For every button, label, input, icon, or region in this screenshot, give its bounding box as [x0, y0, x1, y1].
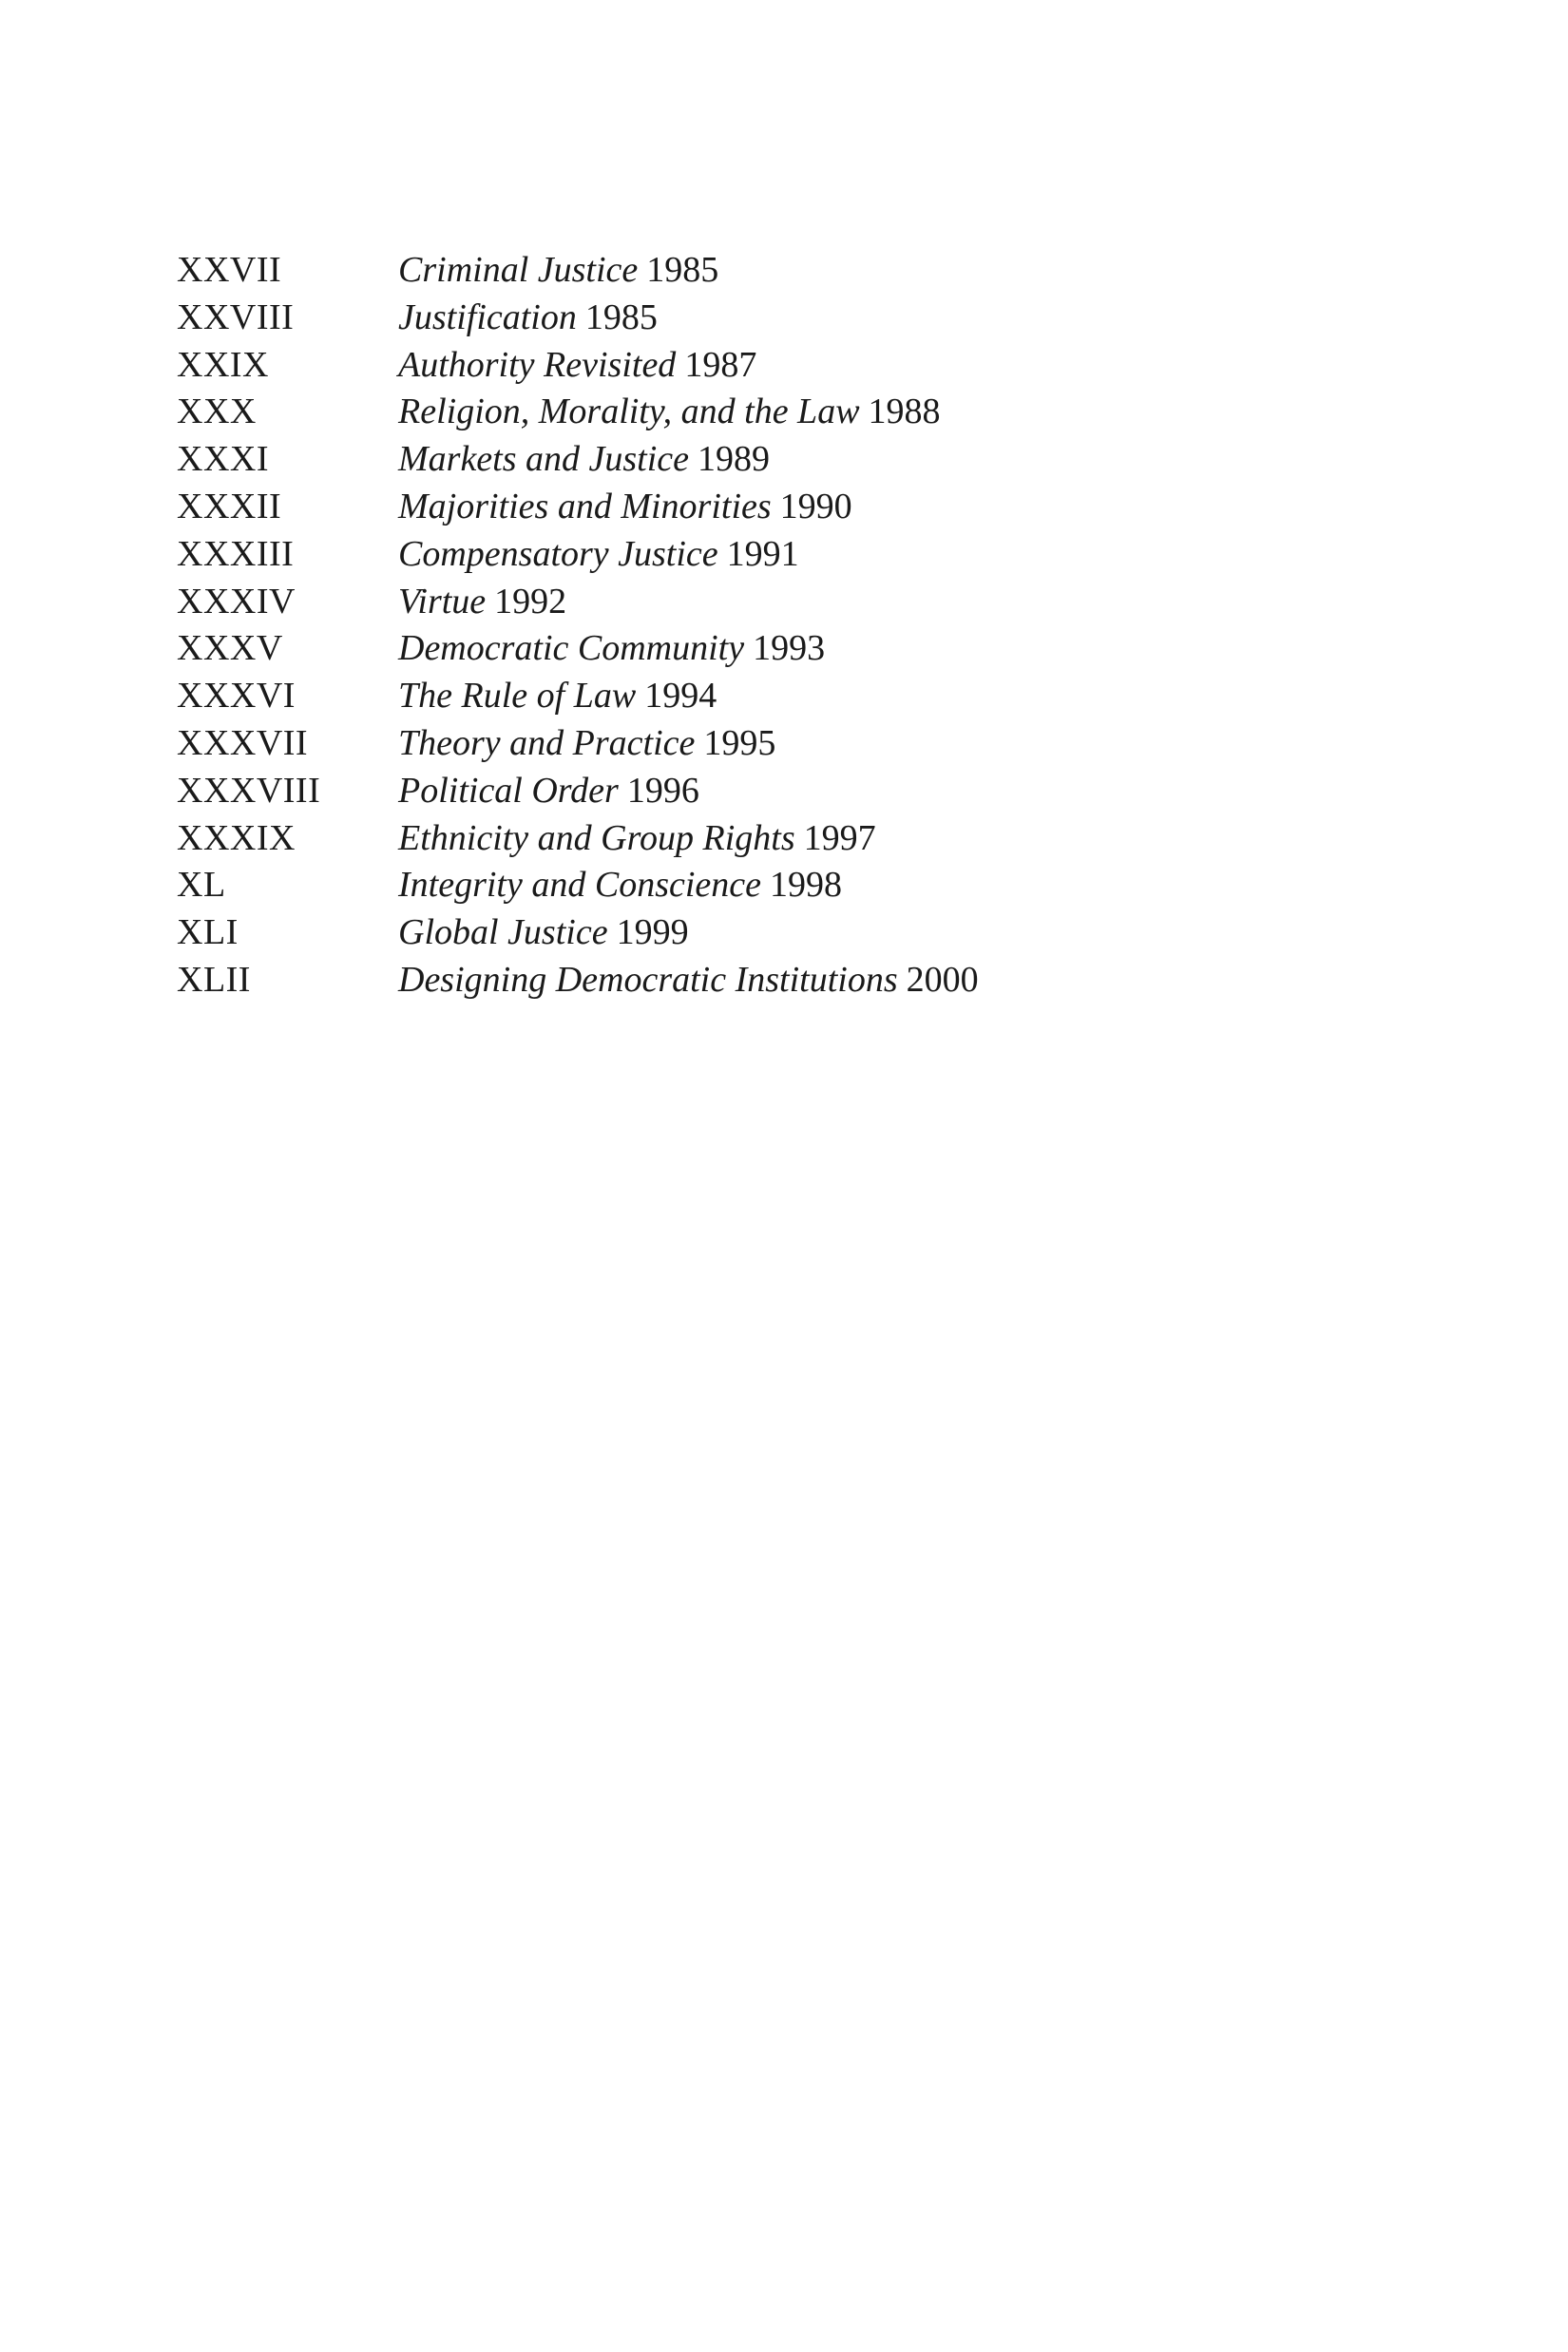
volume-number: XLII	[177, 959, 251, 1000]
volume-row	[177, 625, 979, 673]
volume-year: 1997	[803, 817, 876, 858]
volume-title: Virtue	[398, 581, 487, 621]
volume-number: XXXIX	[177, 817, 296, 858]
volume-entry	[398, 625, 825, 673]
volume-title: Integrity and Conscience	[398, 865, 762, 906]
volume-entry	[398, 436, 770, 484]
volume-year: 1995	[703, 722, 776, 763]
volume-row	[177, 436, 979, 484]
volume-row	[177, 247, 979, 295]
volume-entry	[398, 862, 842, 909]
volume-number: XLI	[177, 912, 239, 953]
volume-row	[177, 342, 979, 390]
volume-year: 1985	[646, 250, 719, 290]
volume-list	[177, 247, 979, 1004]
volume-title: Justification	[398, 296, 577, 337]
volume-title: Political Order	[398, 770, 619, 811]
volume-year: 1998	[770, 865, 843, 906]
volume-entry	[398, 342, 756, 390]
volume-entry	[398, 484, 852, 531]
volume-row	[177, 909, 979, 957]
volume-year: 1988	[868, 392, 941, 432]
volume-number: XXXVII	[177, 722, 309, 763]
volume-row	[177, 720, 979, 768]
volume-entry	[398, 247, 718, 295]
volume-number: XL	[177, 865, 226, 906]
volume-row	[177, 484, 979, 531]
volume-row	[177, 389, 979, 436]
volume-title: Authority Revisited	[398, 344, 677, 385]
volume-year: 1985	[584, 296, 658, 337]
volume-row	[177, 531, 979, 579]
volume-row	[177, 579, 979, 626]
volume-title: The Rule of Law	[398, 676, 637, 717]
volume-number: XXVIII	[177, 296, 295, 337]
volume-entry	[398, 768, 699, 815]
volume-title: Majorities and Minorities	[398, 486, 772, 526]
volume-entry	[398, 531, 799, 579]
volume-number: XXXI	[177, 439, 269, 480]
volume-title: Theory and Practice	[398, 722, 696, 763]
volume-year: 1992	[494, 581, 567, 621]
volume-entry	[398, 957, 979, 1004]
volume-number: XXXII	[177, 486, 282, 526]
volume-row	[177, 957, 979, 1004]
volume-number: XXXVI	[177, 676, 296, 717]
volume-year: 2000	[906, 959, 979, 1000]
volume-entry	[398, 295, 658, 342]
volume-entry	[398, 720, 775, 768]
volume-title: Ethnicity and Group Rights	[398, 817, 795, 858]
volume-title: Democratic Community	[398, 628, 745, 669]
volume-year: 1993	[753, 628, 826, 669]
volume-year: 1991	[726, 533, 799, 574]
volume-number: XXXV	[177, 628, 283, 669]
volume-title: Global Justice	[398, 912, 608, 953]
volume-title: Criminal Justice	[398, 250, 639, 290]
volume-row	[177, 862, 979, 909]
volume-row	[177, 815, 979, 863]
volume-number: XXIX	[177, 344, 269, 385]
volume-entry	[398, 909, 689, 957]
volume-year: 1996	[626, 770, 699, 811]
volume-title: Religion, Morality, and the Law	[398, 392, 860, 432]
volume-entry	[398, 815, 876, 863]
volume-year: 1990	[779, 486, 852, 526]
volume-number: XXVII	[177, 250, 282, 290]
volume-entry	[398, 389, 941, 436]
volume-year: 1987	[684, 344, 757, 385]
volume-title: Compensatory Justice	[398, 533, 718, 574]
volume-year: 1999	[616, 912, 689, 953]
volume-entry	[398, 673, 717, 720]
volume-number: XXXIII	[177, 533, 295, 574]
volume-number: XXX	[177, 392, 257, 432]
volume-number: XXXIV	[177, 581, 296, 621]
volume-year: 1994	[644, 676, 717, 717]
volume-number: XXXVIII	[177, 770, 321, 811]
volume-row	[177, 673, 979, 720]
volume-title: Markets and Justice	[398, 439, 690, 480]
volume-entry	[398, 579, 566, 626]
volume-row	[177, 295, 979, 342]
volume-row	[177, 768, 979, 815]
volume-year: 1989	[698, 439, 771, 480]
volume-title: Designing Democratic Institutions	[398, 959, 898, 1000]
